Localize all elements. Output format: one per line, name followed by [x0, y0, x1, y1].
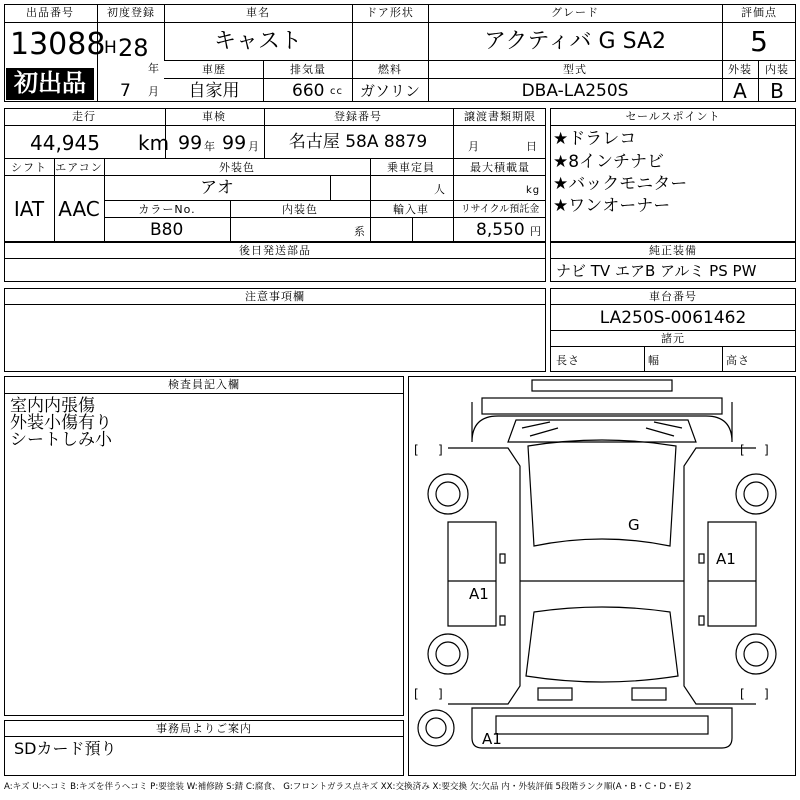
sales-point-2: ★8インチナビ	[553, 152, 665, 172]
mileage-label: 走行	[72, 110, 96, 123]
ac: AAC	[58, 197, 100, 221]
car-name: キャスト	[213, 29, 303, 54]
damage-mark-g: G	[628, 516, 640, 534]
specs-label: 諸元	[661, 332, 685, 345]
displacement-label: 排気量	[290, 63, 326, 76]
equipment-value: ナビ TV エアB アルミ PS PW	[556, 262, 757, 280]
svg-text:]: ]	[764, 443, 769, 457]
recycle-label: リサイクル預託金	[460, 204, 540, 215]
load-unit: kg	[526, 185, 541, 196]
inspector-line-3: シートしみ小	[10, 430, 112, 450]
fuel: ガソリン	[359, 82, 421, 100]
exterior-grade: A	[733, 79, 747, 103]
inspector-line-1: 室内内張傷	[10, 396, 95, 416]
model: DBA-LA250S	[521, 81, 629, 101]
width-label: 幅	[648, 354, 660, 367]
reg-no: 名古屋 58A 8879	[288, 132, 428, 152]
interior-label: 内装	[765, 63, 789, 76]
inspection-month-unit: 月	[248, 140, 260, 153]
mileage-unit: km	[138, 131, 170, 155]
int-color-unit: 系	[354, 225, 366, 238]
color-no: B80	[150, 220, 184, 240]
lot-number: 13088	[10, 27, 106, 62]
car-diagram	[408, 376, 796, 776]
notes-label: 注意事項欄	[245, 290, 305, 303]
score-label: 評価点	[741, 6, 777, 19]
model-label: 型式	[563, 63, 587, 76]
inspector-label: 検査員記入欄	[168, 378, 240, 391]
lot-no-label: 出品番号	[26, 6, 74, 19]
sales-point-1: ★ドラレコ	[553, 129, 637, 149]
month-unit: 月	[148, 85, 160, 98]
mileage: 44,945	[30, 131, 100, 155]
length-label: 長さ	[556, 354, 580, 367]
svg-text:[: [	[740, 687, 745, 701]
svg-text:]: ]	[764, 687, 769, 701]
ac-label: エアコン	[55, 161, 103, 174]
first-reg-label: 初度登録	[107, 6, 155, 19]
equipment-label: 純正装備	[649, 244, 697, 257]
inspection-year: 99	[178, 132, 203, 154]
recycle-unit: 円	[530, 225, 542, 238]
inspection-year-unit: 年	[204, 140, 216, 153]
svg-text:]: ]	[438, 687, 443, 701]
capacity-unit: 人	[434, 183, 446, 196]
int-color-label: 内装色	[282, 203, 318, 216]
height-label: 高さ	[726, 354, 750, 367]
interior-grade: B	[770, 79, 784, 103]
inspection-label: 車検	[202, 110, 226, 123]
displacement-unit: cc	[330, 86, 343, 97]
sales-points-label: セールスポイント	[625, 110, 721, 123]
exterior-label: 外装	[728, 63, 752, 76]
displacement: 660	[292, 81, 325, 101]
fuel-label: 燃料	[378, 63, 402, 76]
capacity-label: 乗車定員	[387, 161, 435, 174]
year-unit: 年	[148, 62, 160, 75]
history-label: 車歴	[202, 63, 226, 76]
svg-text:[: [	[740, 443, 745, 457]
legend: A:キズ U:ヘコミ B:キズを伴うヘコミ P:要塗装 W:補修跡 S:錆 C:腐食、 G:フロントガラス点キズ XX:交換済み X:要交換 欠:欠品 内・外装評価 5段階ランク順(A・B・C・D・E) 2	[4, 782, 692, 792]
color-no-label: カラーNo.	[138, 203, 196, 216]
svg-text:[: [	[414, 687, 419, 701]
sales-point-4: ★ワンオーナー	[553, 196, 671, 216]
car-name-label: 車名	[246, 6, 270, 19]
import-label: 輸入車	[393, 203, 429, 216]
history: 自家用	[188, 81, 240, 101]
chassis-number: LA250S-0061462	[599, 308, 747, 328]
ext-color-label: 外装色	[219, 161, 255, 174]
inspector-line-2: 外装小傷有り	[10, 413, 112, 433]
recycle-amount: 8,550	[476, 220, 525, 240]
damage-mark-a1-rear: A1	[482, 730, 502, 748]
year: 28	[118, 34, 149, 62]
shift-label: シフト	[11, 161, 47, 174]
transfer-label: 譲渡書類期限	[464, 110, 536, 123]
damage-mark-a1-right: A1	[716, 550, 736, 568]
sales-point-3: ★バックモニター	[553, 174, 688, 194]
era: H	[104, 38, 117, 58]
reg-no-label: 登録番号	[334, 110, 382, 123]
damage-mark-a1-left: A1	[469, 585, 489, 603]
grade-label: グレード	[551, 6, 599, 19]
month: 7	[120, 81, 131, 101]
inspection-month: 99	[222, 132, 247, 154]
door-label: ドア形状	[366, 6, 414, 19]
office-label: 事務局よりご案内	[156, 722, 252, 735]
later-parts-label: 後日発送部品	[239, 244, 311, 257]
transfer-month-unit: 月	[468, 140, 480, 153]
shift: IAT	[13, 197, 45, 221]
score: 5	[750, 25, 768, 58]
ext-color: アオ	[200, 178, 234, 198]
chassis-label: 車台番号	[649, 290, 697, 303]
svg-text:[: [	[414, 443, 419, 457]
svg-text:]: ]	[438, 443, 443, 457]
grade: アクティバ G SA2	[483, 29, 667, 54]
first-listing-text: 初出品	[14, 69, 86, 97]
load-label: 最大積載量	[470, 161, 530, 174]
office-note: SDカード預り	[14, 739, 117, 758]
transfer-day-unit: 日	[526, 140, 538, 153]
